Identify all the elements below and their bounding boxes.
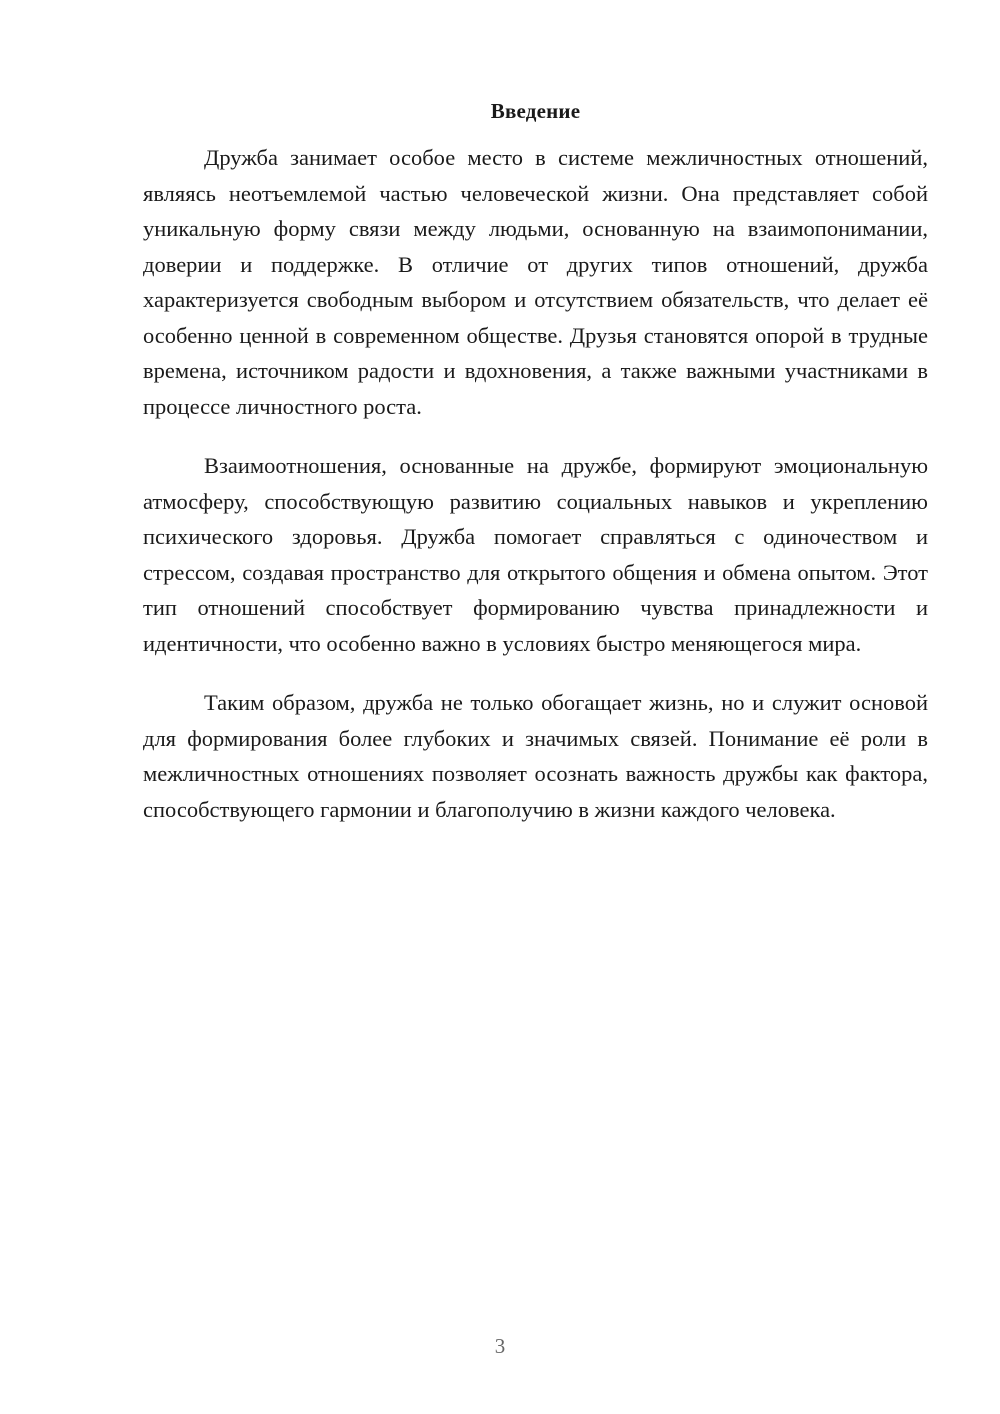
paragraph-1: Дружба занимает особое место в системе межличностных отношений, являясь неотъемлемой частью человеческой жизни. Она представляет собой уникальную форму связи между людьми, основанную на взаимопонимании, доверии и поддержке. В отличие от других типов отношений, дружба характеризуется свободным выбором и отсутствием обязательств, что делает её особенно ценной в современном обществе. Друзья становятся опорой в трудные времена, источником радости и вдохновения, а также важными участниками в процессе личностного роста. — [143, 145, 928, 419]
section-heading: Введение — [490, 99, 581, 123]
paragraph-3: Таким образом, дружба не только обогащает жизнь, но и служит основой для формирования более глубоких и значимых связей. Понимание её роли в межличностных отношениях позволяет осознать важность дружбы как фактора, способствующего гармонии и благополучию в жизни каждого человека. — [143, 690, 928, 822]
page-content — [143, 96, 928, 851]
page-number: 3 — [494, 1334, 506, 1358]
paragraph-2: Взаимоотношения, основанные на дружбе, формируют эмоциональную атмосферу, способствующую развитию социальных навыков и укреплению психического здоровья. Дружба помогает справляться с одиночеством и стрессом, создавая пространство для открытого общения и обмена опытом. Этот тип отношений способствует формированию чувства принадлежности и идентичности, что особенно важно в условиях быстро меняющегося мира. — [143, 453, 928, 656]
